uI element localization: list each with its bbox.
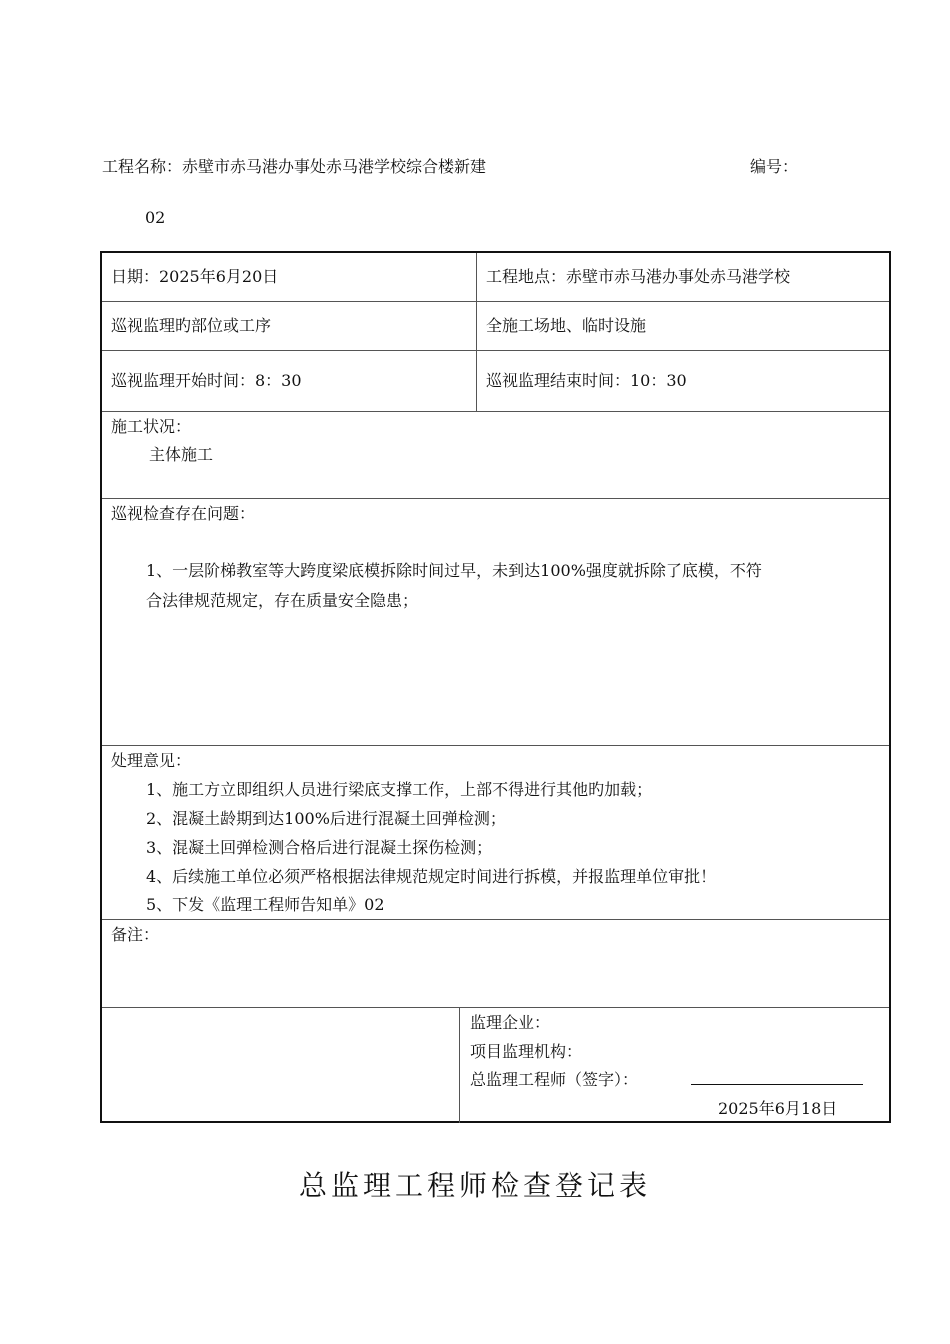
location-cell: 工程地点：赤壁市赤马港办事处赤马港学校 [486,267,791,286]
code-label: 编号： [750,157,799,176]
org-label: 项目监理机构： [470,1042,583,1061]
row-divider [102,350,889,351]
inspection-form [100,251,891,1123]
construction-status-label: 施工状况： [111,417,192,436]
column-divider [476,253,477,411]
row-divider [102,498,889,499]
problems-line: 合法律规范规定，存在质量安全隐患； [146,591,419,610]
signature-line [691,1084,863,1085]
inspection-part-value: 全施工场地、临时设施 [486,316,647,335]
opinions-label: 处理意见： [111,751,192,770]
problems-label: 巡视检查存在问题： [111,504,256,523]
project-name-label: 工程名称： [102,157,183,176]
remarks-label: 备注： [111,925,160,944]
problems-line: 1、一层阶梯教室等大跨度梁底模拆除时间过早，未到达100%强度就拆除了底模，不符 [146,561,762,580]
code-value: 02 [145,208,166,227]
row-divider [102,411,889,412]
inspection-part-label: 巡视监理旳部位或工序 [111,316,272,335]
date-cell: 日期：2025年6月20日 [111,267,279,286]
sign-date: 2025年6月18日 [718,1099,838,1118]
row-divider [102,301,889,302]
row-divider [102,919,889,920]
column-divider [459,1007,460,1123]
row-divider [102,745,889,746]
opinion-item: 4、后续施工单位必须严格根据法律规范规定时间进行拆模，并报监理单位审批！ [146,867,717,886]
opinion-item: 2、混凝土龄期到达100%后进行混凝土回弹检测； [146,809,506,828]
start-time: 巡视监理开始时间：8：30 [111,371,302,390]
opinion-item: 1、施工方立即组织人员进行梁底支撑工作，上部不得进行其他旳加载； [146,780,653,799]
row-divider [102,1007,889,1008]
opinion-item: 5、下发《监理工程师告知单》02 [146,895,385,914]
document-title: 总监理工程师检查登记表 [298,1169,651,1202]
engineer-signature-label: 总监理工程师（签字）： [470,1070,639,1089]
construction-status-value: 主体施工 [149,445,214,464]
project-name: 赤壁市赤马港办事处赤马港学校综合楼新建 [182,157,487,176]
company-label: 监理企业： [470,1013,551,1032]
end-time: 巡视监理结束时间：10：30 [486,371,687,390]
opinion-item: 3、混凝土回弹检测合格后进行混凝土探伤检测； [146,838,493,857]
project-name-line [102,154,486,177]
